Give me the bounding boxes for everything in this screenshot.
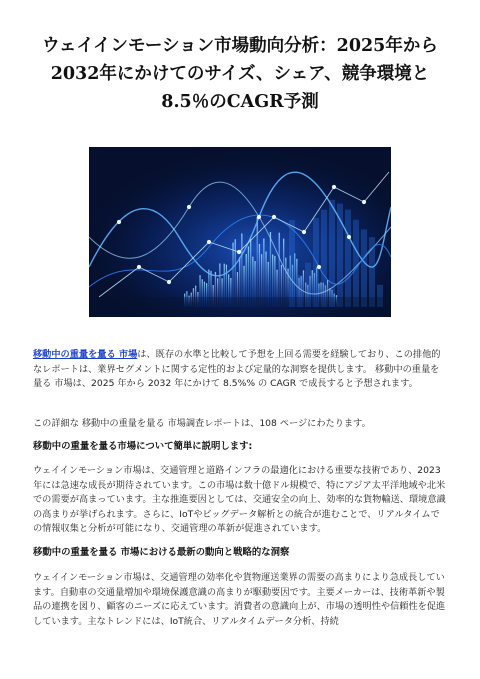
hero-image xyxy=(89,147,391,317)
hero-bar xyxy=(235,239,236,307)
hero-bar xyxy=(263,239,264,307)
hero-dot xyxy=(187,205,191,209)
hero-bar xyxy=(250,239,251,307)
hero-dot xyxy=(347,235,351,239)
hero-block xyxy=(353,220,359,307)
section-heading-overview: 移動中の重量を量る市場について簡単に説明します: xyxy=(33,441,253,452)
hero-dot xyxy=(332,185,336,189)
pages-note: この詳細な 移動中の重量を量る 市場調査レポートは、108 ページにわたります。 xyxy=(33,418,371,429)
hero-dot xyxy=(137,265,141,269)
hero-bar xyxy=(283,239,284,307)
intro-text: は、既存の水準と比較して予想を上回る需要を経験しており、この排他的なレポートは、業界セグメントに関する定性的および定量的な洞察を提供します。 移動中の重量を量る 市場は、2025 年から 2032 年にかけて 8.5%% の CAGR で成長すると予想されます。 xyxy=(33,349,441,389)
hero-bar xyxy=(270,232,271,307)
hero-dot xyxy=(117,220,121,224)
page-title: ウェイインモーション市場動向分析：2025年から2032年にかけてのサイズ、シェア、競争環境と8.5％のCAGR予測 xyxy=(42,36,438,112)
hero-dot xyxy=(317,265,321,269)
hero-dot xyxy=(167,280,171,284)
hero-block xyxy=(289,220,295,307)
intro-paragraph xyxy=(33,348,447,392)
hero-bar xyxy=(241,233,242,307)
hero-dot xyxy=(362,200,366,204)
section-body-overview: ウェイインモーション市場は、交通管理と道路インフラの最適化における重要な技術であり、2023年には急速な成長が期待されています。この市場は数十億ドル規模で、特にアジア太平洋地域や北米での需要が高まっています。主な推進要因としては、交通安全の向上、効率的な貨物輸送、環境意識の高まりが挙げられます。さらに、IoTやビッグデータ解析との統合が進むことで、リアルタイムでの情報収集と分析が可能になり、交通管理の革新が促進されています。 xyxy=(33,465,446,534)
hero-dot xyxy=(237,250,241,254)
hero-block xyxy=(345,210,351,307)
hero-block xyxy=(361,229,367,307)
market-link[interactable]: 移動中の重量を量る 市場 xyxy=(33,349,138,360)
hero-dot xyxy=(302,230,306,234)
hero-dot xyxy=(207,240,211,244)
hero-dot xyxy=(257,215,261,219)
hero-block xyxy=(329,200,335,307)
hero-bar xyxy=(279,233,280,307)
hero-bar xyxy=(257,217,258,307)
abstract-data-chart-illustration xyxy=(89,147,391,317)
section-body-trends: ウェイインモーション市場は、交通管理の効率化や貨物運送業界の需要の高まりにより急成長しています。自動車の交通量増加や環境保護意識の高まりが駆動要因です。主要メーカーは、技術革新や製品の連携を図り、顧客のニーズに応えています。消費者の意識向上が、市場の透明性や信頼性を促進しています。主なトレンドには、IoT統合、リアルタイムデータ分析、持続 xyxy=(33,572,446,627)
section-heading-trends: 移動中の重量を量る 市場における最新の動向と戦略的な洞察 xyxy=(33,547,290,558)
hero-dot xyxy=(272,215,276,219)
